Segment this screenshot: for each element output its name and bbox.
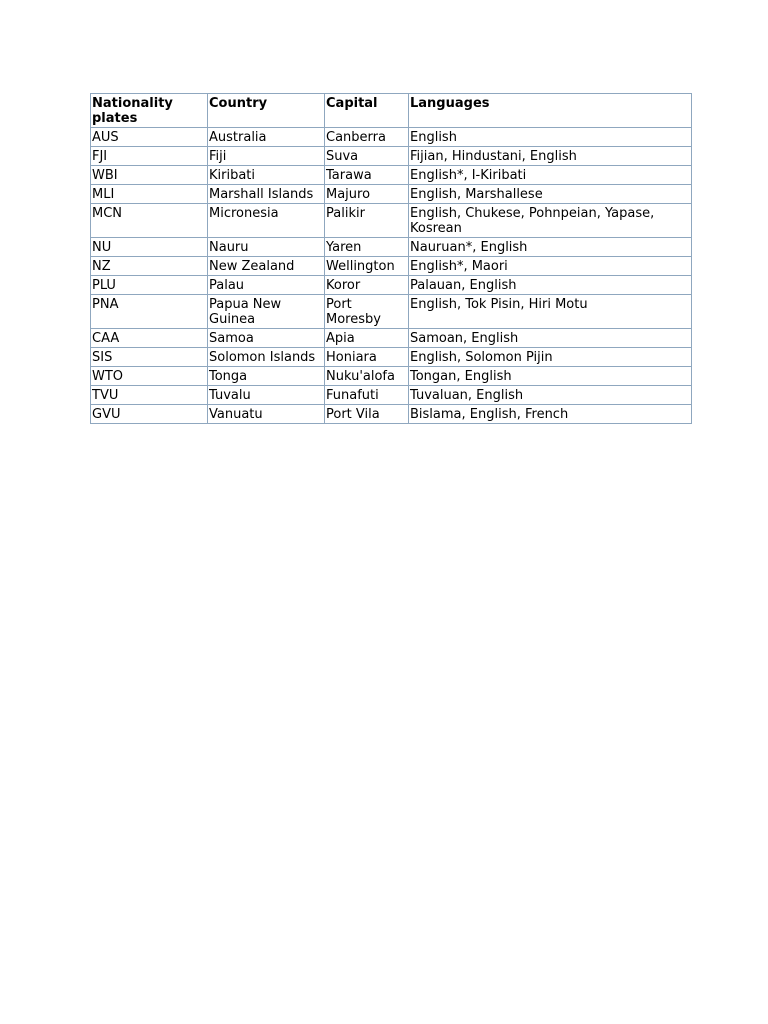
cell-languages: English, Tok Pisin, Hiri Motu [409, 295, 692, 329]
header-nationality-plates: Nationality plates [91, 94, 208, 128]
cell-capital: Palikir [325, 204, 409, 238]
header-capital: Capital [325, 94, 409, 128]
cell-languages: Nauruan*, English [409, 238, 692, 257]
cell-plate: CAA [91, 329, 208, 348]
table-row [91, 367, 692, 386]
cell-languages: English*, I-Kiribati [409, 166, 692, 185]
cell-languages: English [409, 128, 692, 147]
cell-plate: WBI [91, 166, 208, 185]
cell-languages: Samoan, English [409, 329, 692, 348]
cell-languages: English, Chukese, Pohnpeian, Yapase, Kosrean [409, 204, 692, 238]
table-row [91, 257, 692, 276]
cell-capital: Majuro [325, 185, 409, 204]
cell-languages: English*, Maori [409, 257, 692, 276]
table-row [91, 238, 692, 257]
cell-languages: Fijian, Hindustani, English [409, 147, 692, 166]
header-country: Country [208, 94, 325, 128]
cell-capital: Wellington [325, 257, 409, 276]
cell-languages: Tuvaluan, English [409, 386, 692, 405]
cell-plate: TVU [91, 386, 208, 405]
table-header [91, 94, 692, 128]
cell-capital: Honiara [325, 348, 409, 367]
cell-country: Vanuatu [208, 405, 325, 424]
cell-plate: WTO [91, 367, 208, 386]
cell-plate: FJI [91, 147, 208, 166]
cell-capital: Port Moresby [325, 295, 409, 329]
cell-country: Solomon Islands [208, 348, 325, 367]
cell-country: Tonga [208, 367, 325, 386]
cell-capital: Suva [325, 147, 409, 166]
cell-country: Australia [208, 128, 325, 147]
cell-plate: GVU [91, 405, 208, 424]
cell-plate: PNA [91, 295, 208, 329]
cell-capital: Port Vila [325, 405, 409, 424]
cell-country: Micronesia [208, 204, 325, 238]
cell-plate: MCN [91, 204, 208, 238]
cell-capital: Apia [325, 329, 409, 348]
table-row [91, 147, 692, 166]
cell-country: Fiji [208, 147, 325, 166]
cell-plate: AUS [91, 128, 208, 147]
cell-plate: NZ [91, 257, 208, 276]
cell-plate: NU [91, 238, 208, 257]
table-row [91, 185, 692, 204]
cell-country: Samoa [208, 329, 325, 348]
cell-plate: MLI [91, 185, 208, 204]
table-row [91, 204, 692, 238]
cell-languages: Bislama, English, French [409, 405, 692, 424]
cell-languages: English, Marshallese [409, 185, 692, 204]
cell-country: Kiribati [208, 166, 325, 185]
cell-languages: Tongan, English [409, 367, 692, 386]
table-row [91, 166, 692, 185]
header-languages: Languages [409, 94, 692, 128]
pacific-nations-table [90, 93, 692, 424]
table-row [91, 128, 692, 147]
cell-capital: Koror [325, 276, 409, 295]
cell-capital: Funafuti [325, 386, 409, 405]
cell-capital: Nuku'alofa [325, 367, 409, 386]
table-row [91, 348, 692, 367]
table-row [91, 386, 692, 405]
table-row [91, 295, 692, 329]
cell-plate: SIS [91, 348, 208, 367]
table-row [91, 276, 692, 295]
header-row [91, 94, 692, 128]
cell-languages: English, Solomon Pijin [409, 348, 692, 367]
cell-country: New Zealand [208, 257, 325, 276]
cell-country: Papua New Guinea [208, 295, 325, 329]
cell-capital: Canberra [325, 128, 409, 147]
cell-country: Tuvalu [208, 386, 325, 405]
cell-plate: PLU [91, 276, 208, 295]
cell-languages: Palauan, English [409, 276, 692, 295]
cell-country: Palau [208, 276, 325, 295]
cell-capital: Yaren [325, 238, 409, 257]
table-row [91, 329, 692, 348]
cell-capital: Tarawa [325, 166, 409, 185]
cell-country: Nauru [208, 238, 325, 257]
table-body [91, 128, 692, 424]
table-row [91, 405, 692, 424]
cell-country: Marshall Islands [208, 185, 325, 204]
